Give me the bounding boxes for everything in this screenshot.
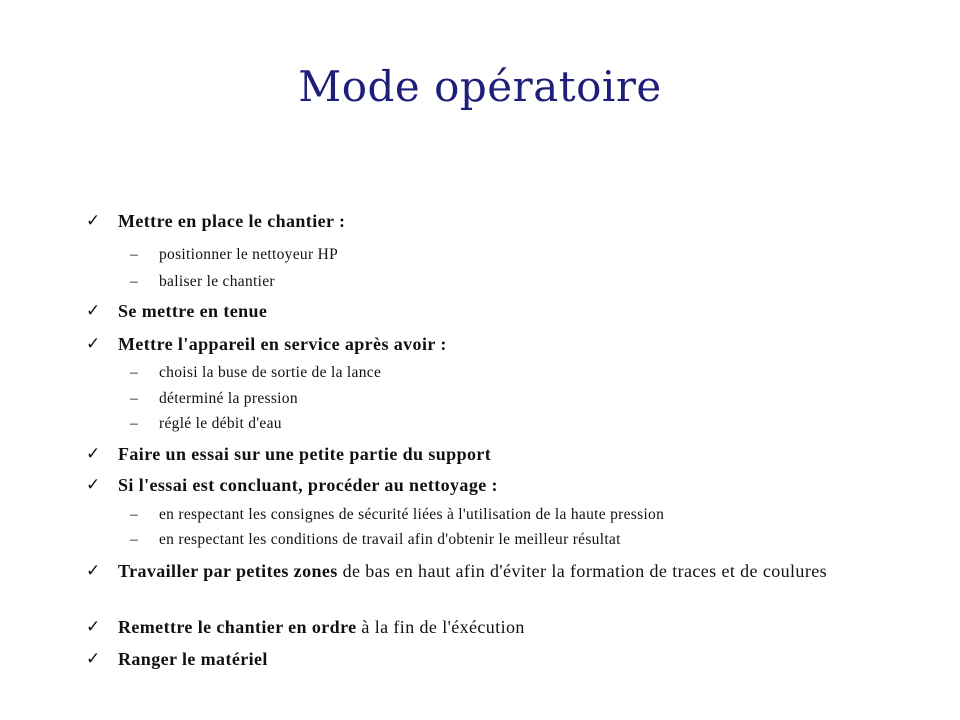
list-item-text — [118, 333, 838, 356]
dash-bullet: – — [130, 506, 139, 523]
checkmark-icon: ✓ — [86, 649, 101, 669]
checkmark-icon: ✓ — [86, 334, 101, 354]
list-item-bold: Ranger le matériel — [118, 649, 268, 669]
sub-item-text: en respectant les conditions de travail afin d'obtenir le meilleur résultat — [159, 531, 621, 548]
list-item-text — [118, 560, 838, 583]
sub-item-text: en respectant les consignes de sécurité liées à l'utilisation de la haute pression — [159, 506, 665, 523]
dash-bullet: – — [130, 531, 139, 548]
list-item-text — [118, 648, 838, 671]
checkmark-icon: ✓ — [86, 617, 101, 637]
checkmark-icon: ✓ — [86, 444, 101, 464]
dash-bullet: – — [130, 415, 139, 432]
list-item-bold: Mettre l'appareil en service après avoir : — [118, 334, 447, 354]
list-item-rest: à la fin de l'éxécution — [356, 617, 525, 637]
list-item-bold: Travailler par petites zones — [118, 561, 338, 581]
list-item-bold: Se mettre en tenue — [118, 301, 268, 321]
sub-item-text: réglé le débit d'eau — [159, 415, 282, 432]
checkmark-icon: ✓ — [86, 301, 101, 321]
checkmark-icon: ✓ — [86, 561, 101, 581]
dash-bullet: – — [130, 246, 139, 263]
list-item-text — [118, 300, 838, 323]
list-item-text — [118, 616, 838, 639]
list-item-rest: de bas en haut afin d'éviter la formation de traces et de coulures — [337, 561, 828, 581]
dash-bullet: – — [130, 390, 139, 407]
sub-item-text: choisi la buse de sortie de la lance — [159, 364, 382, 381]
list-item-bold: Si l'essai est concluant, procéder au nettoyage : — [118, 475, 498, 495]
dash-bullet: – — [130, 364, 139, 381]
list-item-bold: Faire un essai sur une petite partie du support — [118, 444, 492, 464]
checkmark-icon: ✓ — [86, 475, 101, 495]
checkmark-icon: ✓ — [86, 211, 101, 231]
dash-bullet: – — [130, 273, 139, 290]
slide-title: Mode opératoire — [298, 62, 662, 111]
list-item-bold: Remettre le chantier en ordre — [118, 617, 357, 637]
list-item-text — [118, 443, 838, 466]
list-item-bold: Mettre en place le chantier : — [118, 211, 346, 231]
sub-item-text: baliser le chantier — [159, 273, 275, 290]
sub-item-text: positionner le nettoyeur HP — [159, 246, 339, 263]
list-item-text — [118, 474, 838, 497]
list-item-text — [118, 210, 838, 233]
sub-item-text: déterminé la pression — [159, 390, 298, 407]
